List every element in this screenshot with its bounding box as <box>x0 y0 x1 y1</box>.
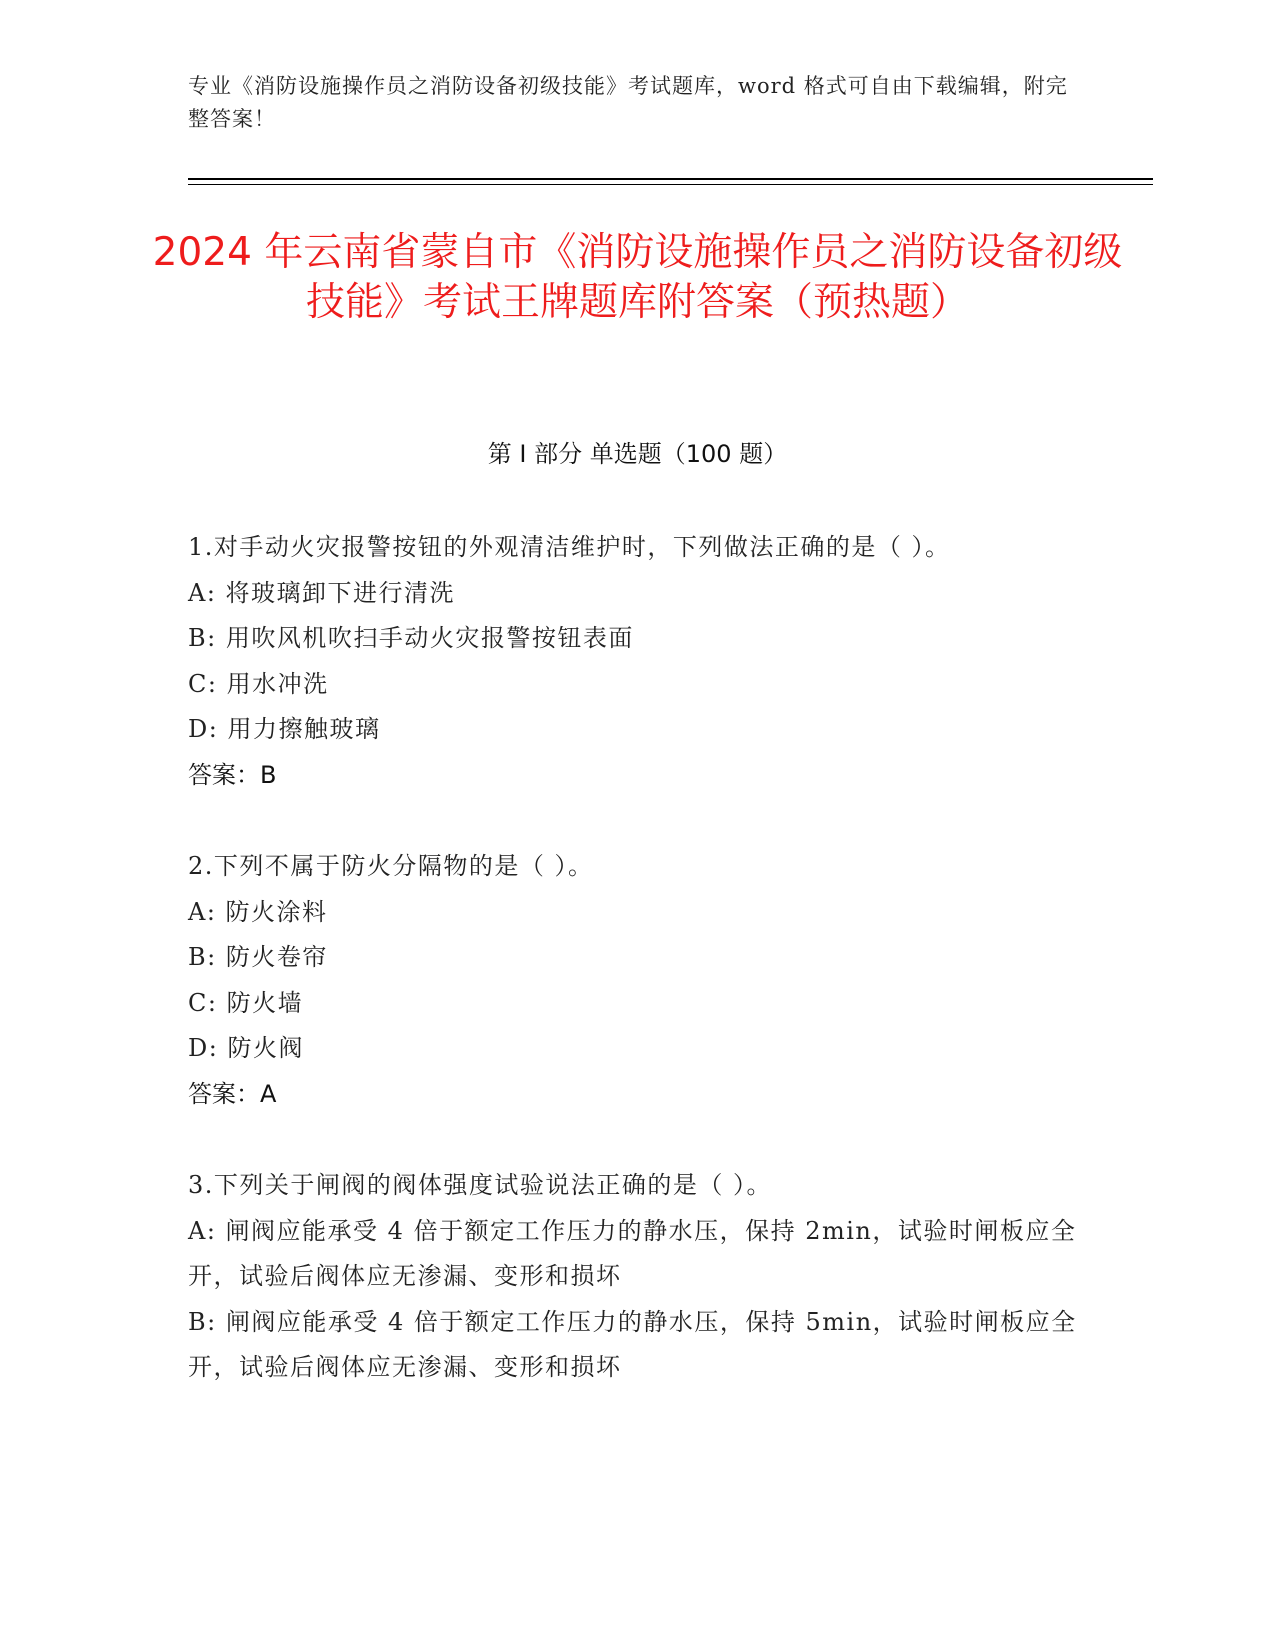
header-note: 专业《消防设施操作员之消防设备初级技能》考试题库，word 格式可自由下载编辑，附完整答案！ <box>188 74 1068 131</box>
option-b: B: 用吹风机吹扫手动火灾报警按钮表面 <box>188 624 634 652</box>
option-c: C: 防火墙 <box>188 988 304 1017</box>
answer-line: 答案：B <box>188 760 277 789</box>
question-stem: 1.对手动火灾报警按钮的外观清洁维护时，下列做法正确的是（ ）。 <box>188 533 951 561</box>
option-d: D: 用力擦触玻璃 <box>188 715 381 743</box>
option-b: B: 闸阀应能承受 4 倍于额定工作压力的静水压，保持 5min，试验时闸板应全开，试验后阀体应无渗漏、变形和损坏 <box>188 1307 1077 1381</box>
section-title: 第 I 部分 单选题（100 题） <box>487 440 788 468</box>
option-c: C: 用水冲洗 <box>188 669 329 698</box>
header-divider-thick <box>188 178 1153 180</box>
question-3 <box>188 1163 1088 1391</box>
question-2 <box>188 844 1088 1117</box>
option-a: A: 将玻璃卸下进行清洗 <box>188 578 456 607</box>
document-title: 2024 年云南省蒙自市《消防设施操作员之消防设备初级技能》考试王牌题库附答案（预热题） <box>152 230 1123 325</box>
question-1 <box>188 525 1088 798</box>
option-b: B: 防火卷帘 <box>188 943 328 971</box>
option-d: D: 防火阀 <box>188 1034 304 1062</box>
option-a: A: 闸阀应能承受 4 倍于额定工作压力的静水压，保持 2min，试验时闸板应全开，试验后阀体应无渗漏、变形和损坏 <box>188 1216 1077 1290</box>
option-a: A: 防火涂料 <box>188 897 328 926</box>
question-stem: 3.下列关于闸阀的阀体强度试验说法正确的是（ ）。 <box>188 1171 773 1199</box>
answer-line: 答案：A <box>188 1079 277 1108</box>
header-divider-thin <box>188 184 1153 185</box>
question-stem: 2.下列不属于防火分隔物的是（ ）。 <box>188 852 594 880</box>
question-list <box>188 525 1088 1437</box>
